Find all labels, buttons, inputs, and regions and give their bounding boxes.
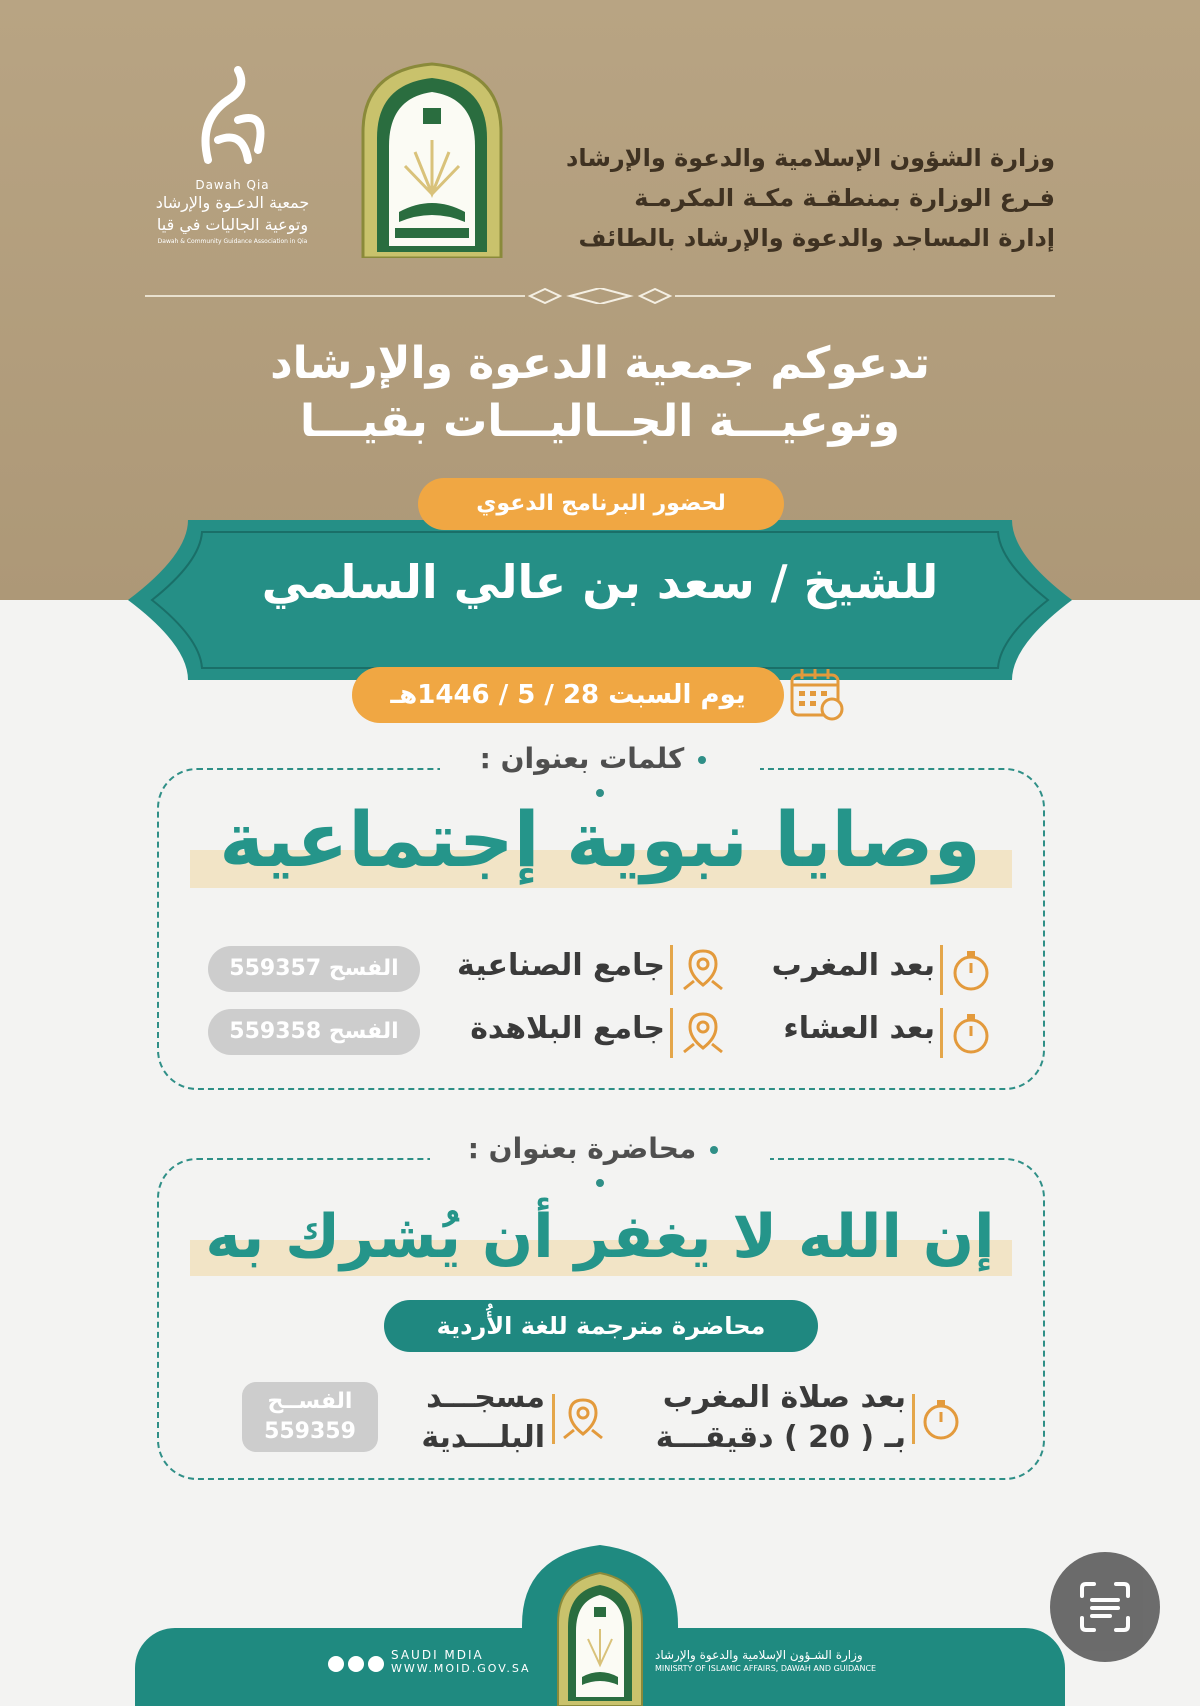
location-pin-icon bbox=[680, 947, 726, 993]
lecture-permit-code bbox=[242, 1382, 378, 1452]
session-2-permit-code: الفسح 559358 bbox=[208, 1009, 420, 1055]
translation-pill: محاضرة مترجمة للغة الأُردية bbox=[384, 1300, 818, 1352]
lecture-place bbox=[395, 1378, 545, 1458]
section-1-title: وصايا نبوية إجتماعية bbox=[219, 795, 981, 884]
separator bbox=[940, 945, 943, 995]
footer-emblem-icon bbox=[522, 1545, 678, 1706]
section-2-label bbox=[430, 1132, 770, 1198]
social-icons[interactable] bbox=[326, 1654, 386, 1674]
section-1-label-text: كلمات بعنوان : bbox=[479, 742, 685, 775]
invitation-heading bbox=[200, 335, 1000, 451]
separator bbox=[940, 1008, 943, 1058]
calligraphy-logo-icon bbox=[188, 60, 278, 170]
session-1-place: جامع الصناعية bbox=[457, 948, 665, 983]
separator bbox=[670, 945, 673, 995]
association-name-ar-1: جمعية الدعـوة والإرشاد bbox=[155, 193, 310, 212]
ornament-divider bbox=[145, 288, 1055, 304]
footer-ministry-ar: وزارة الشـؤون الإسلامية والدعوة والإرشاد bbox=[655, 1648, 863, 1662]
scan-text-icon bbox=[1050, 1552, 1160, 1662]
instagram-icon[interactable] bbox=[368, 1656, 384, 1672]
ministry-line-1: وزارة الشؤون الإسلامية والدعوة والإرشاد bbox=[566, 144, 1055, 172]
scan-text-button[interactable] bbox=[1050, 1552, 1160, 1662]
session-1-time: بعد المغرب bbox=[771, 948, 935, 983]
session-1-permit-code: الفسح 559357 bbox=[208, 946, 420, 992]
lecture-time-line-1: بعد صلاة المغرب bbox=[662, 1380, 906, 1415]
lecture-permit-label: الفســح bbox=[267, 1389, 353, 1414]
bullet-dot bbox=[596, 1179, 604, 1187]
event-date-pill: يوم السبت 28 / 5 / 1446هـ bbox=[352, 667, 784, 723]
separator bbox=[552, 1394, 555, 1444]
separator bbox=[912, 1394, 915, 1444]
sheikh-name: للشيخ / سعد بن عالي السلمي bbox=[261, 555, 939, 609]
association-logo bbox=[145, 60, 320, 260]
lecture-time-line-2: بـ ( 20 ) دقيقـــة bbox=[655, 1420, 906, 1455]
session-2-time: بعد العشاء bbox=[783, 1011, 935, 1046]
footer-ministry-en: MINISRTY OF ISLAMIC AFFAIRS, DAWAH AND GUIDANCE bbox=[655, 1664, 877, 1673]
section-2-title: إن الله لا يغفر أن يُشرك به bbox=[205, 1202, 995, 1272]
association-name-ar-2: وتوعية الجاليات في قيا bbox=[156, 215, 309, 234]
ministry-emblem-icon bbox=[355, 62, 509, 258]
twitter-icon[interactable] bbox=[348, 1656, 364, 1672]
ministry-line-2: فـرع الوزارة بمنطقـة مكـة المكرمـة bbox=[634, 184, 1055, 212]
stopwatch-icon bbox=[948, 947, 994, 993]
separator bbox=[670, 1008, 673, 1058]
lecture-permit-number: 559359 bbox=[264, 1419, 356, 1444]
invitation-line-2: وتوعيـــة الجــاليـــات بقيـــا bbox=[300, 396, 900, 447]
association-name-en: Dawah Qia bbox=[195, 178, 270, 192]
lecture-place-line-1: مسجـــد bbox=[426, 1380, 545, 1415]
association-name-en-small: Dawah & Community Guidance Association in Qia bbox=[157, 238, 308, 245]
footer-ministry bbox=[655, 1648, 890, 1673]
footer-contact-text bbox=[391, 1648, 541, 1675]
program-label-pill: لحضور البرنامج الدعوي bbox=[418, 478, 784, 530]
location-pin-icon bbox=[680, 1010, 726, 1056]
footer-social-handle: SAUDI MDIA bbox=[391, 1648, 484, 1662]
ministry-line-3: إدارة المساجد والدعوة والإرشاد بالطائف bbox=[578, 224, 1055, 252]
calendar-icon bbox=[788, 665, 846, 723]
facebook-icon[interactable] bbox=[328, 1656, 344, 1672]
ministry-header bbox=[535, 138, 1055, 258]
lecture-place-line-2: البلـــدية bbox=[421, 1420, 545, 1455]
stopwatch-icon bbox=[948, 1010, 994, 1056]
invitation-line-1: تدعوكم جمعية الدعوة والإرشاد bbox=[270, 338, 930, 389]
bullet-dot bbox=[698, 756, 706, 764]
lecture-time bbox=[610, 1378, 906, 1458]
section-2-label-text: محاضرة بعنوان : bbox=[467, 1132, 697, 1165]
session-2-place: جامع البلاهدة bbox=[470, 1011, 665, 1046]
footer-website-link[interactable]: WWW.MOID.GOV.SA bbox=[391, 1662, 531, 1675]
stopwatch-icon bbox=[918, 1396, 964, 1442]
bullet-dot bbox=[710, 1146, 718, 1154]
location-pin-icon bbox=[560, 1396, 606, 1442]
